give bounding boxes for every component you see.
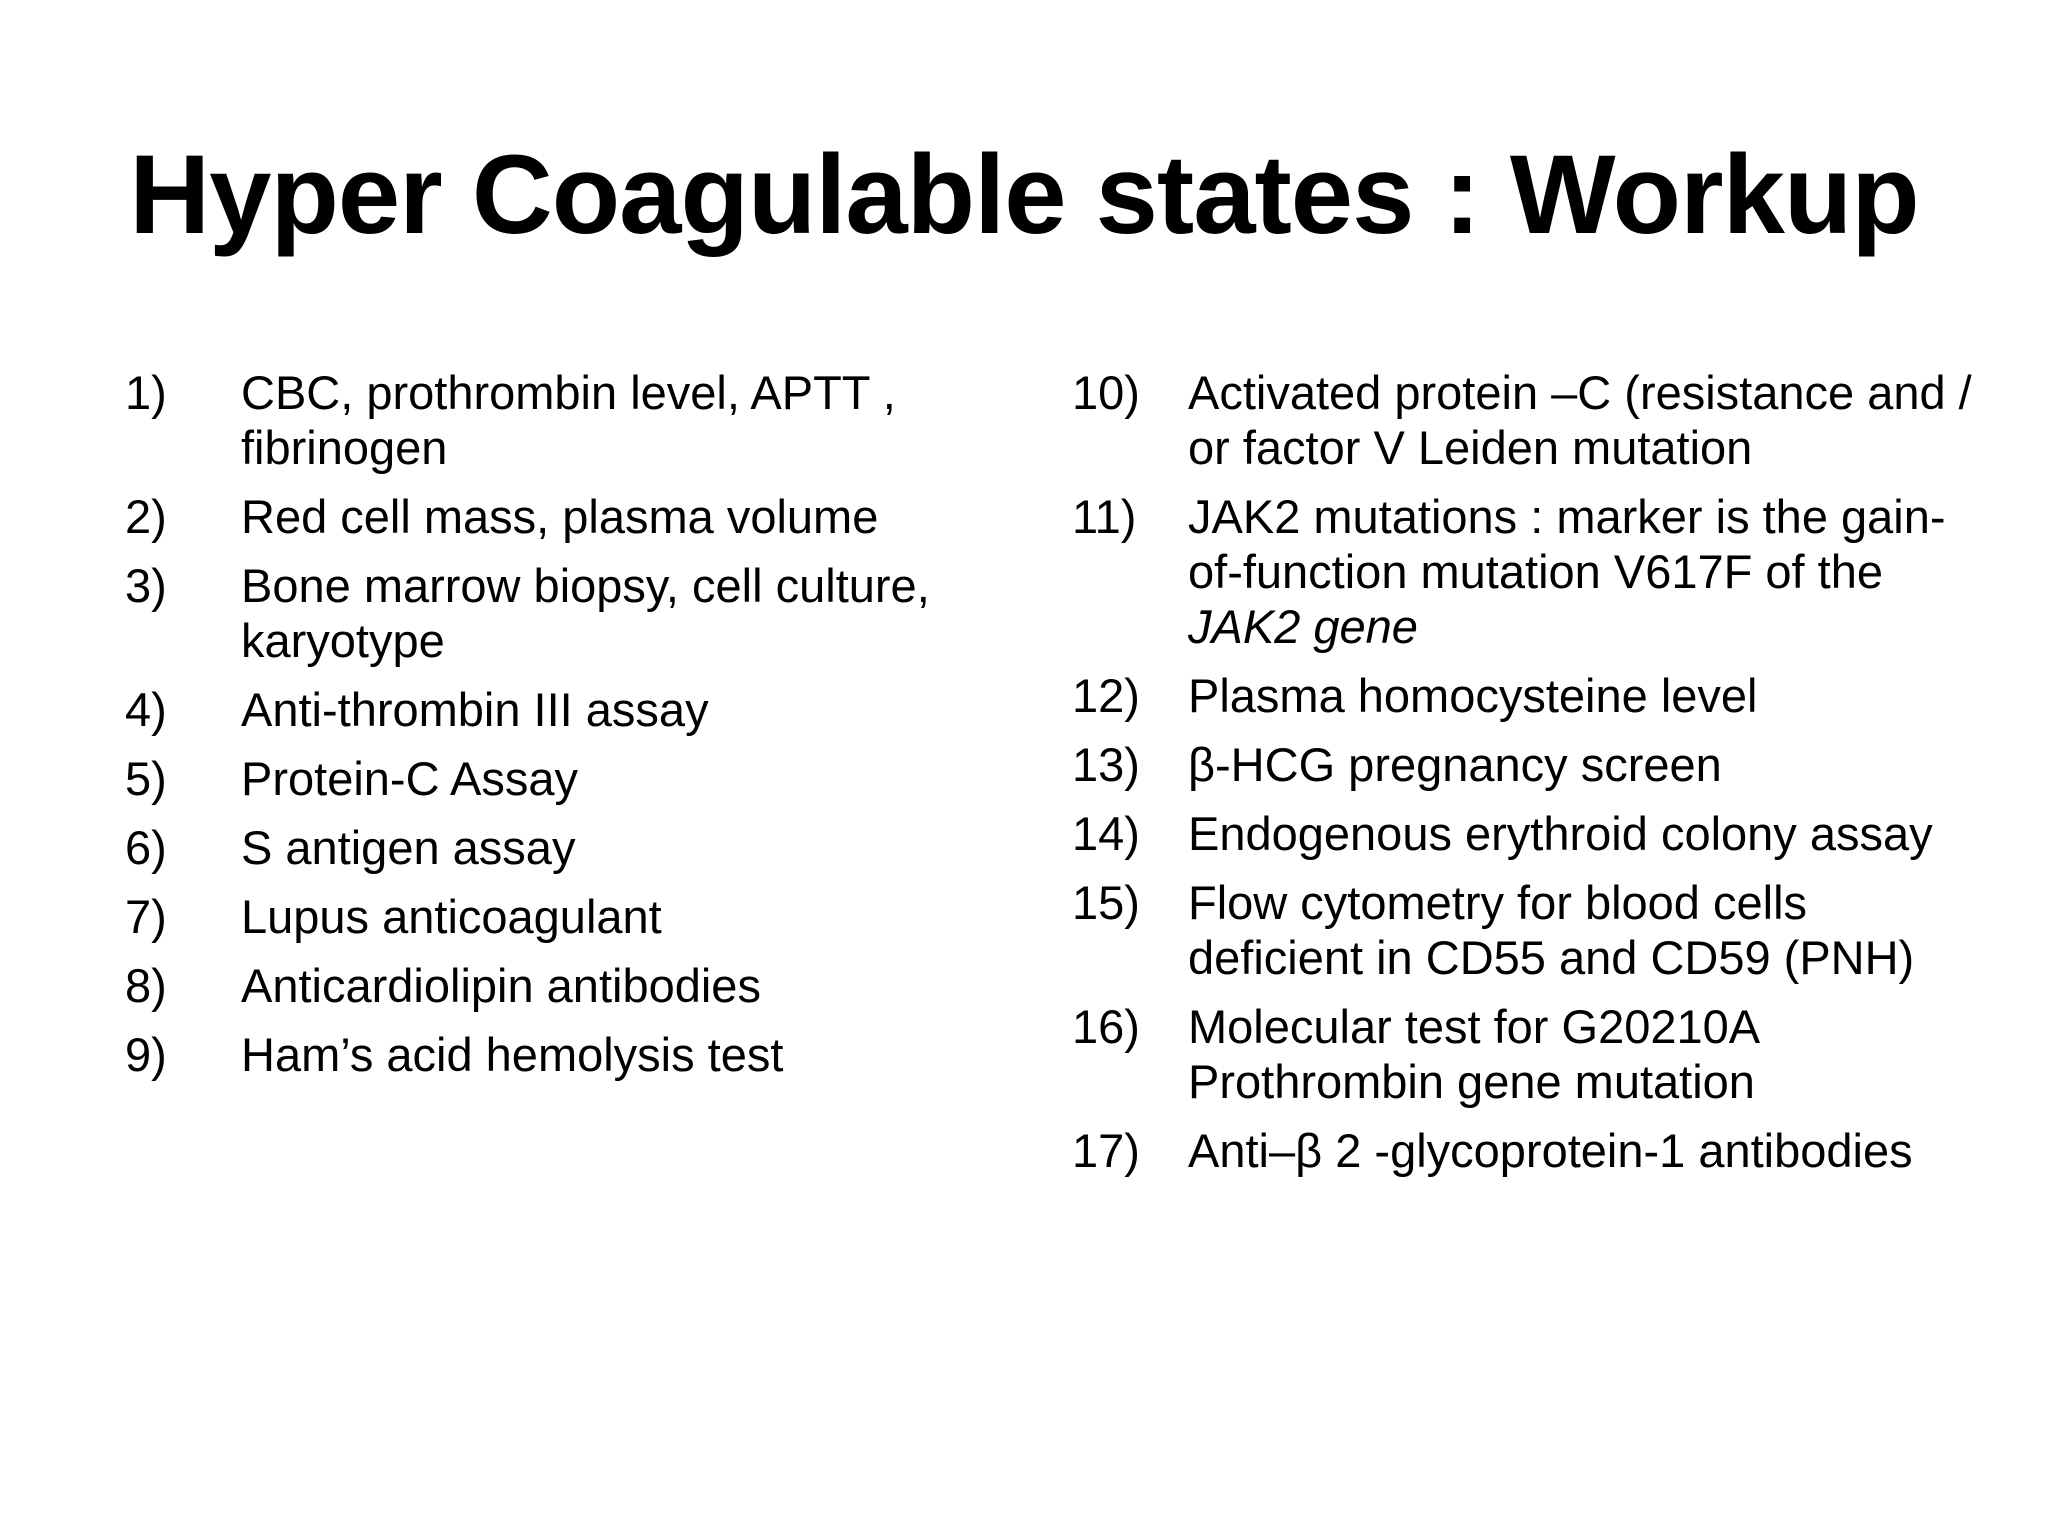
list-item — [1072, 875, 1972, 985]
list-item — [1072, 668, 1972, 723]
slide-title: Hyper Coagulable states : Workup — [129, 132, 1919, 257]
workup-list-left — [125, 365, 985, 1096]
list-item — [1072, 489, 1972, 654]
item-text — [1188, 489, 1972, 654]
list-item — [1072, 806, 1972, 861]
item-text: Protein-C Assay — [241, 752, 578, 805]
item-number: 2) — [125, 490, 167, 543]
item-number: 9) — [125, 1028, 167, 1081]
item-number: 11) — [1072, 490, 1137, 543]
item-number: 13) — [1072, 738, 1140, 791]
list-item — [125, 365, 985, 475]
item-number: 17) — [1072, 1124, 1140, 1177]
item-text: Anti–β 2 -glycoprotein-1 antibodies — [1188, 1124, 1913, 1177]
item-text: S antigen assay — [241, 821, 576, 874]
item-text: Flow cytometry for blood cells deficient in CD55 and CD59 (PNH) — [1188, 876, 1915, 984]
item-text: Bone marrow biopsy, cell culture, karyotype — [241, 559, 930, 667]
list-item — [125, 682, 985, 737]
item-number: 7) — [125, 890, 167, 943]
item-number: 10) — [1072, 366, 1140, 419]
list-item — [1072, 1123, 1972, 1178]
list-item — [1072, 999, 1972, 1109]
gene-name-italic: JAK2 gene — [1188, 600, 1418, 653]
item-number: 1) — [125, 366, 167, 419]
item-text: Ham’s acid hemolysis test — [241, 1028, 784, 1081]
item-text: Red cell mass, plasma volume — [241, 490, 879, 543]
list-item — [125, 958, 985, 1013]
list-item — [125, 889, 985, 944]
item-number: 8) — [125, 959, 167, 1012]
item-number: 14) — [1072, 807, 1140, 860]
item-number: 5) — [125, 752, 167, 805]
list-item — [1072, 365, 1972, 475]
item-number: 16) — [1072, 1000, 1140, 1053]
item-text: Plasma homocysteine level — [1188, 669, 1758, 722]
item-text: Anticardiolipin antibodies — [241, 959, 761, 1012]
item-text: Endogenous erythroid colony assay — [1188, 807, 1933, 860]
item-text: CBC, prothrombin level, APTT , fibrinogen — [241, 366, 896, 474]
list-item — [125, 751, 985, 806]
item-text: Lupus anticoagulant — [241, 890, 662, 943]
item-text: Activated protein –C (resistance and / or factor V Leiden mutation — [1188, 366, 1972, 474]
list-item — [125, 820, 985, 875]
item-number: 15) — [1072, 876, 1140, 929]
item-number: 6) — [125, 821, 167, 874]
item-number: 12) — [1072, 669, 1140, 722]
item-number: 3) — [125, 559, 167, 612]
list-item — [1072, 737, 1972, 792]
item-text: Anti-thrombin III assay — [241, 683, 709, 736]
list-item — [125, 558, 985, 668]
item-text: Molecular test for G20210A Prothrombin gene mutation — [1188, 1000, 1758, 1108]
item-text: β-HCG pregnancy screen — [1188, 738, 1722, 791]
item-number: 4) — [125, 683, 167, 736]
list-item — [125, 489, 985, 544]
workup-list-right — [1072, 365, 1972, 1192]
item-text-main: JAK2 mutations : marker is the gain-of-function mutation V617F of the — [1188, 490, 1946, 598]
list-item — [125, 1027, 985, 1082]
